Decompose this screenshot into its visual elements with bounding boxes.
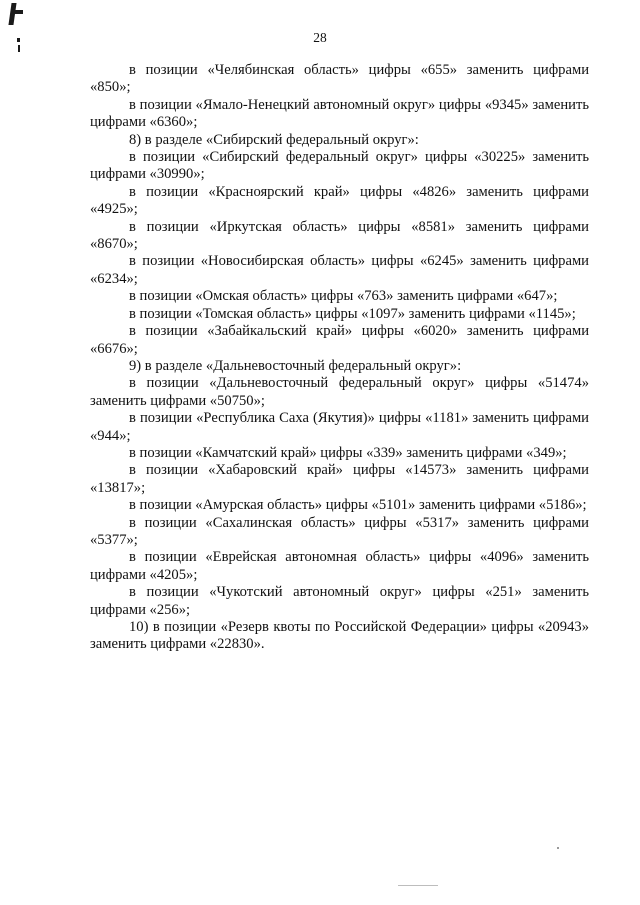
scan-artifact [398,885,438,886]
paragraph: в позиции «Забайкальский край» цифры «6020» заменить цифрами «6676»; [90,323,589,357]
scan-artifact [13,10,23,14]
document-body [90,62,589,654]
section-heading: 9) в разделе «Дальневосточный федеральный округ»: [129,357,462,374]
scan-artifact [557,847,559,849]
paragraph: в позиции «Иркутская область» цифры «8581» заменить цифрами «8670»; [90,218,589,253]
paragraph: в позиции «Еврейская автономная область» цифры «4096» заменить цифрами «4205»; [90,549,589,583]
paragraph: в позиции «Хабаровский край» цифры «14573» заменить цифрами «13817»; [90,462,589,496]
paragraph: в позиции «Новосибирская область» цифры «6245» заменить цифрами «6234»; [90,253,589,287]
paragraph: в позиции «Сибирский федеральный округ» цифры «30225» заменить цифрами «30990»; [90,149,589,183]
paragraph: в позиции «Томская область» цифры «1097» заменить цифрами «1145»; [129,305,576,322]
paragraph: в позиции «Дальневосточный федеральный округ» цифры «51474» заменить цифрами «50750»; [90,375,589,409]
paragraph: 10) в позиции «Резерв квоты по Российской Федерации» цифры «20943» заменить цифрами «22830». [90,619,589,653]
paragraph: в позиции «Красноярский край» цифры «4826» заменить цифрами «4925»; [90,183,589,218]
page-number: 28 [313,30,327,45]
paragraph: в позиции «Амурская область» цифры «5101» заменить цифрами «5186»; [129,497,587,514]
paragraph: в позиции «Сахалинская область» цифры «5317» заменить цифрами «5377»; [90,514,589,548]
scan-artifact [8,3,16,25]
paragraph: в позиции «Республика Саха (Якутия)» цифры «1181» заменить цифрами «944»; [90,410,589,444]
scan-artifact [18,45,20,52]
paragraph: в позиции «Камчатский край» цифры «339» заменить цифрами «349»; [129,444,567,461]
paragraph: в позиции «Чукотский автономный округ» цифры «251» заменить цифрами «256»; [90,584,589,618]
paragraph: в позиции «Ямало-Ненецкий автономный округ» цифры «9345» заменить цифрами «6360»; [90,96,589,131]
paragraph: в позиции «Омская область» цифры «763» заменить цифрами «647»; [129,288,558,305]
paragraph: в позиции «Челябинская область» цифры «655» заменить цифрами «850»; [90,62,589,96]
section-heading: 8) в разделе «Сибирский федеральный округ»: [129,131,419,148]
